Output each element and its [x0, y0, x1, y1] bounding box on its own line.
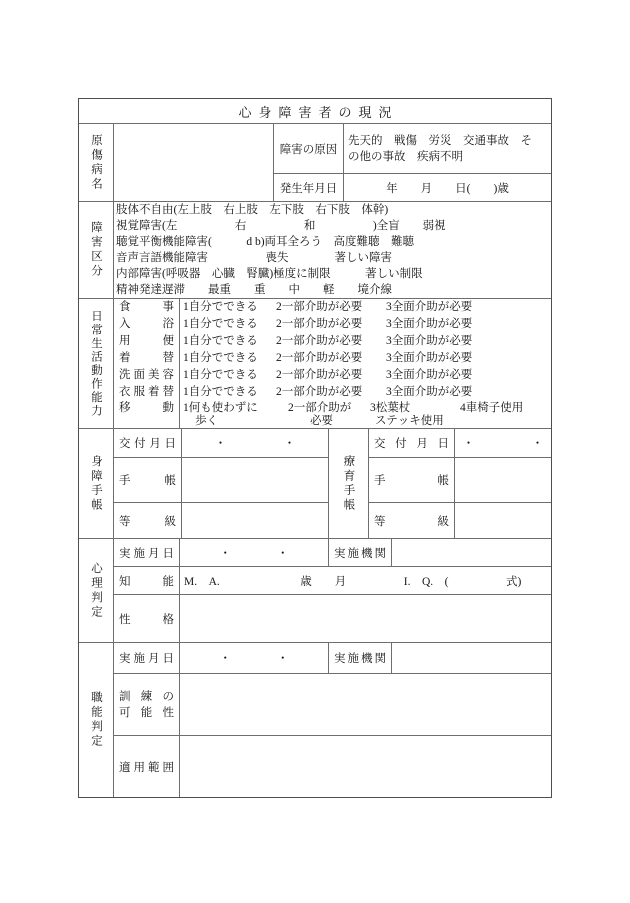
original-disease-section — [79, 123, 551, 201]
grant-date-value: ・ ・ — [181, 429, 328, 457]
certificate-number-label: 手帳 — [368, 457, 454, 502]
adl-item-mobility: 移動 — [119, 402, 174, 414]
grade-label: 等級 — [368, 502, 454, 538]
vocational-judgement-section — [79, 642, 551, 797]
exam-agency-label: 実施機関 — [328, 643, 391, 673]
personality-value — [179, 594, 551, 642]
category-line-mental: 精神発達遅滞 最重 重 中 軽 境介線 — [116, 284, 392, 296]
mobility-choice-walk: 1何も使わずに 歩く — [183, 402, 258, 427]
category-line-vision: 視覚障害(左 右 和 )全盲 弱視 — [116, 220, 446, 232]
intelligence-label: 知能 — [113, 566, 179, 594]
adl-item-grooming: 洗面美容 — [119, 369, 174, 381]
exam-date-value: ・ ・ — [179, 539, 328, 566]
grade-value — [181, 502, 328, 538]
adl-row: 1自分でできる 2一部介助が必要 3全面介助が必要 — [183, 301, 473, 313]
disability-category-options — [113, 202, 551, 298]
mobility-choice-wheelchair: 4車椅子使用 — [460, 402, 524, 414]
onset-date-value: 年 月 日( )歳 — [343, 173, 551, 201]
grant-date-label: 交付月日 — [368, 429, 454, 457]
adl-row: 1自分でできる 2一部介助が必要 3全面介助が必要 — [183, 369, 473, 381]
exam-agency-value — [391, 643, 551, 673]
disease-name-blank-field — [113, 124, 273, 201]
adl-row: 1自分でできる 2一部介助が必要 3全面介助が必要 — [183, 386, 473, 398]
adl-item-changing: 着替 — [119, 352, 174, 364]
certificates-section — [79, 428, 551, 538]
adl-item-labels — [113, 299, 179, 428]
category-line-speech: 音声言語機能障害 喪失 著しい障害 — [116, 252, 392, 264]
exam-date-label: 実施月日 — [113, 643, 179, 673]
certificate-number-label: 手帳 — [113, 457, 181, 502]
grant-date-label: 交付月日 — [113, 429, 181, 457]
grant-date-value: ・ ・ — [454, 429, 551, 457]
adl-mobility-row — [183, 401, 551, 428]
grade-label: 等級 — [113, 502, 181, 538]
category-line-internal: 内部障害(呼吸器 心臓 腎臓)極度に制限 著しい制限 — [116, 268, 423, 280]
adl-row: 1自分でできる 2一部介助が必要 3全面介助が必要 — [183, 335, 473, 347]
cause-label: 障害の原因 — [273, 124, 343, 173]
adl-row: 1自分でできる 2一部介助が必要 3全面介助が必要 — [183, 352, 473, 364]
grade-value — [454, 502, 551, 538]
form-title-row — [79, 99, 551, 123]
applicable-scope-label: 適用範囲 — [113, 735, 179, 797]
exam-agency-value — [391, 539, 551, 566]
disability-category-section — [79, 201, 551, 298]
cause-options: 先天的 戦傷 労災 交通事故 その他の事故 疾病不明 — [343, 124, 551, 173]
vocational-side-label: 職能判定 — [90, 691, 102, 749]
adl-item-bathing: 入浴 — [119, 318, 174, 330]
personality-label: 性格 — [113, 594, 179, 642]
rehab-certificate-side-label: 療育手帳 — [328, 429, 368, 538]
intelligence-value: M. A. 歳 月 I. Q. ( 式) — [179, 566, 551, 594]
adl-item-eating: 食事 — [119, 301, 174, 313]
exam-date-label: 実施月日 — [113, 539, 179, 566]
original-disease-side-label: 原傷病名 — [90, 133, 102, 192]
physical-certificate-side-label: 身障手帳 — [90, 454, 102, 513]
psychological-side-label: 心理判定 — [90, 561, 102, 620]
adl-item-toilet: 用便 — [119, 335, 174, 347]
form-title: 心身障害者の現況 — [238, 104, 399, 120]
exam-agency-label: 実施機関 — [328, 539, 391, 566]
exam-date-value: ・ ・ — [179, 643, 328, 673]
applicable-scope-value — [179, 735, 551, 797]
adl-item-dressing: 衣服着替 — [119, 386, 174, 398]
category-line-hearing: 聴覚平衡機能障害( d b)両耳全ろう 高度難聴 難聴 — [116, 236, 415, 248]
category-line-limbs: 肢体不自由(左上肢 右上肢 左下肢 右下肢 体幹) — [116, 204, 389, 216]
mobility-choice-assist: 2一部介助が 必要 — [288, 402, 352, 427]
psychological-judgement-section — [79, 538, 551, 642]
disability-status-form — [78, 98, 552, 798]
certificate-number-value — [454, 457, 551, 502]
adl-row: 1自分でできる 2一部介助が必要 3全面介助が必要 — [183, 318, 473, 330]
onset-date-label: 発生年月日 — [273, 173, 343, 201]
adl-choices — [179, 299, 551, 428]
training-possibility-value — [179, 673, 551, 735]
certificate-number-value — [181, 457, 328, 502]
mobility-choice-crutch: 3松葉杖 ステッキ使用 — [370, 402, 444, 427]
training-possibility-label: 訓練の 可能性 — [113, 673, 179, 735]
adl-side-label: 日常生活動作能力 — [90, 309, 102, 418]
disability-category-side-label: 障害区分 — [90, 221, 102, 279]
adl-section — [79, 298, 551, 428]
